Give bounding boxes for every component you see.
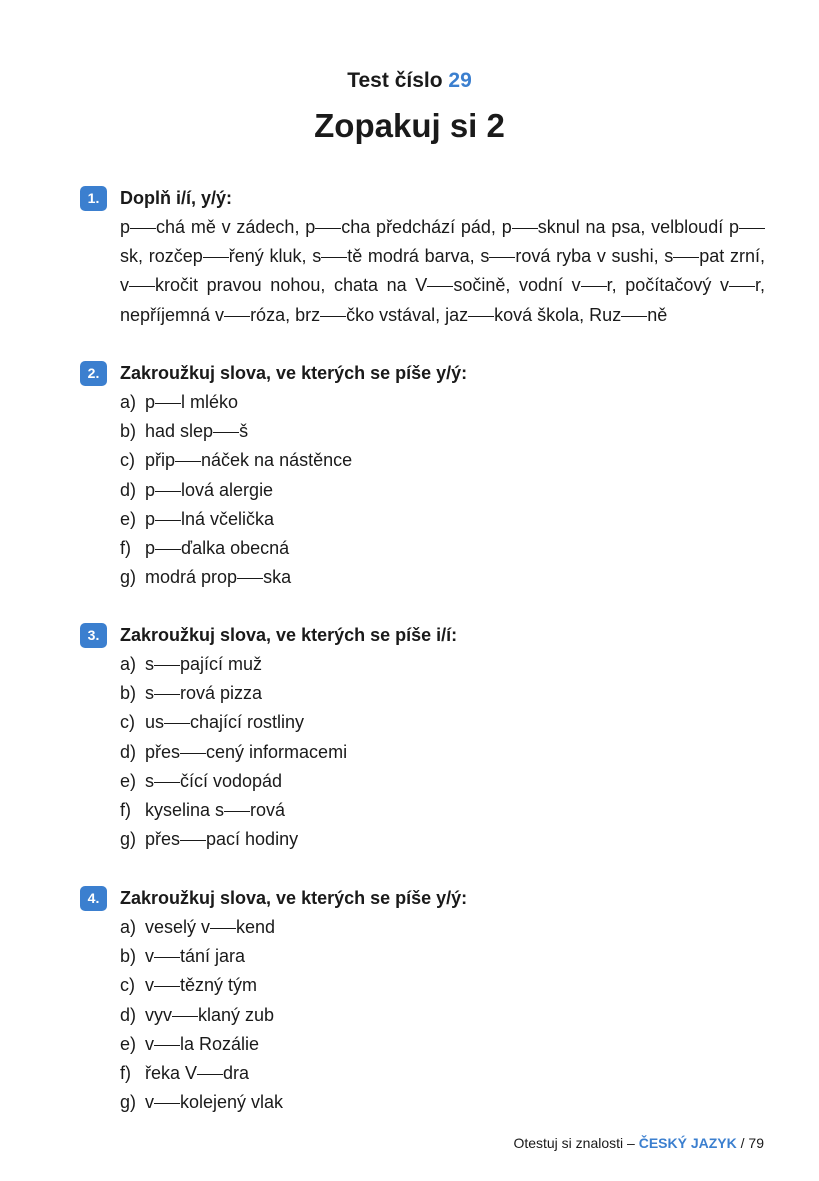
- text-fragment: řený kluk, s: [228, 246, 322, 267]
- list-item[interactable]: [120, 650, 765, 679]
- item-letter: g): [120, 1092, 137, 1113]
- list-item[interactable]: [120, 1001, 765, 1030]
- option-list: [120, 388, 765, 592]
- text-fragment: náček na nástěnce: [201, 450, 353, 471]
- list-item[interactable]: [120, 708, 765, 737]
- list-item[interactable]: [120, 738, 765, 767]
- text-fragment: rová: [250, 799, 286, 820]
- answer-blank[interactable]: [175, 460, 201, 462]
- item-letter: g): [120, 829, 137, 850]
- task-1: [80, 184, 765, 330]
- list-item[interactable]: [120, 825, 765, 854]
- item-letter: e): [120, 770, 137, 791]
- text-fragment: ska: [263, 567, 292, 588]
- answer-blank[interactable]: [512, 227, 538, 229]
- task-header: [80, 884, 765, 913]
- item-letter: b): [120, 683, 137, 704]
- item-letter: b): [120, 946, 137, 967]
- text-fragment: v: [145, 1033, 154, 1054]
- answer-blank[interactable]: [180, 752, 206, 754]
- fill-in-paragraph: [120, 213, 765, 330]
- text-fragment: tě modrá barva, s: [347, 246, 490, 267]
- footer-subject: ČESKÝ JAZYK: [638, 1135, 737, 1151]
- text-fragment: klaný zub: [198, 1004, 275, 1025]
- item-letter: c): [120, 450, 135, 471]
- task-3: [80, 621, 765, 854]
- task-title: Zakroužkuj slova, ve kterých se píše i/í:: [120, 625, 458, 645]
- text-fragment: ďalka obecná: [181, 537, 290, 558]
- answer-blank[interactable]: [154, 693, 180, 695]
- list-item[interactable]: [120, 679, 765, 708]
- text-fragment: kolejený vlak: [180, 1092, 284, 1113]
- list-item[interactable]: [120, 505, 765, 534]
- item-letter: b): [120, 421, 137, 442]
- text-fragment: cha předchází pád, p: [341, 217, 512, 237]
- text-fragment: přip: [145, 450, 176, 471]
- text-fragment: sk, rozčep: [120, 246, 203, 267]
- text-fragment: r, počítačový v: [606, 275, 729, 296]
- page-header: [0, 66, 819, 148]
- answer-blank[interactable]: [321, 256, 347, 258]
- answer-blank[interactable]: [673, 256, 699, 258]
- text-fragment: modrá prop: [145, 567, 238, 588]
- answer-blank[interactable]: [224, 810, 250, 812]
- text-fragment: pající muž: [180, 654, 263, 674]
- option-list: [120, 650, 765, 854]
- text-fragment: p: [145, 392, 156, 412]
- task-title: Zakroužkuj slova, ve kterých se píše y/ý:: [120, 363, 468, 383]
- item-letter: a): [120, 917, 137, 937]
- test-heading: [0, 66, 819, 96]
- task-2: [80, 359, 765, 592]
- text-fragment: čko vstával, jaz: [346, 304, 469, 325]
- list-item[interactable]: [120, 971, 765, 1000]
- list-item[interactable]: [120, 1059, 765, 1088]
- answer-blank[interactable]: [172, 1015, 198, 1017]
- text-fragment: dra: [223, 1062, 250, 1083]
- item-letter: c): [120, 712, 135, 733]
- text-fragment: v: [145, 975, 154, 996]
- text-fragment: ková škola, Ruz: [494, 304, 622, 325]
- text-fragment: přes: [145, 741, 181, 762]
- answer-blank[interactable]: [320, 315, 346, 317]
- answer-blank[interactable]: [129, 285, 155, 287]
- text-fragment: chající rostliny: [190, 712, 305, 733]
- answer-blank[interactable]: [468, 315, 494, 317]
- answer-blank[interactable]: [154, 1044, 180, 1046]
- page-title: Zopakuj si 2: [314, 107, 505, 144]
- answer-blank[interactable]: [210, 927, 236, 929]
- text-fragment: v: [145, 946, 154, 967]
- test-number: 29: [448, 69, 472, 92]
- answer-blank[interactable]: [154, 956, 180, 958]
- answer-blank[interactable]: [155, 548, 181, 550]
- list-item[interactable]: [120, 796, 765, 825]
- list-item[interactable]: [120, 767, 765, 796]
- answer-blank[interactable]: [154, 781, 180, 783]
- text-fragment: sočině, vodní v: [453, 275, 581, 296]
- page-footer: [513, 1133, 764, 1153]
- item-letter: f): [120, 537, 131, 558]
- text-fragment: přes: [145, 829, 181, 850]
- item-letter: a): [120, 654, 137, 674]
- text-fragment: p: [120, 217, 131, 237]
- answer-blank[interactable]: [154, 985, 180, 987]
- text-fragment: p: [145, 537, 156, 558]
- answer-blank[interactable]: [155, 490, 181, 492]
- list-item[interactable]: [120, 388, 765, 417]
- text-fragment: s: [145, 683, 154, 704]
- task-number-badge: 3.: [80, 623, 107, 648]
- text-fragment: v: [145, 1092, 154, 1113]
- text-fragment: s: [145, 654, 154, 674]
- answer-blank[interactable]: [729, 285, 755, 287]
- list-item[interactable]: [120, 476, 765, 505]
- option-list: [120, 913, 765, 1117]
- task-number-badge: 1.: [80, 186, 107, 211]
- task-number-badge: 4.: [80, 886, 107, 911]
- footer-prefix: Otestuj si znalosti –: [513, 1135, 635, 1151]
- text-fragment: ně: [647, 304, 668, 325]
- text-fragment: veselý v: [145, 917, 211, 937]
- text-fragment: tání jara: [180, 946, 246, 967]
- task-header: [80, 621, 765, 650]
- text-fragment: cený informacemi: [206, 741, 348, 762]
- list-item[interactable]: [120, 534, 765, 563]
- list-item[interactable]: [120, 563, 765, 592]
- text-fragment: řeka V: [145, 1062, 198, 1083]
- answer-blank[interactable]: [213, 431, 239, 433]
- task-4: [80, 884, 765, 1117]
- item-letter: a): [120, 392, 137, 412]
- test-label: Test číslo: [347, 69, 443, 92]
- text-fragment: čící vodopád: [180, 770, 283, 791]
- answer-blank[interactable]: [155, 402, 181, 404]
- answer-blank[interactable]: [237, 577, 263, 579]
- task-header: [80, 359, 765, 388]
- page-number: / 79: [740, 1135, 764, 1151]
- text-fragment: l mléko: [181, 392, 239, 412]
- text-fragment: had slep: [145, 421, 214, 442]
- task-title: Doplň i/í, y/ý:: [120, 188, 233, 208]
- answer-blank[interactable]: [427, 285, 453, 287]
- item-letter: d): [120, 1004, 137, 1025]
- text-fragment: p: [145, 479, 156, 500]
- item-letter: e): [120, 508, 137, 529]
- answer-blank[interactable]: [155, 519, 181, 521]
- text-fragment: lová alergie: [181, 479, 274, 500]
- item-letter: g): [120, 567, 137, 588]
- task-title: Zakroužkuj slova, ve kterých se píše y/ý:: [120, 888, 468, 908]
- item-letter: d): [120, 741, 137, 762]
- text-fragment: chá mě v zádech, p: [156, 217, 316, 237]
- answer-blank[interactable]: [164, 722, 190, 724]
- item-letter: f): [120, 1062, 131, 1083]
- answer-blank[interactable]: [154, 1102, 180, 1104]
- text-fragment: vyv: [145, 1004, 172, 1025]
- text-fragment: sknul na psa, velbloudí p: [537, 217, 740, 237]
- item-letter: d): [120, 479, 137, 500]
- text-fragment: la Rozálie: [180, 1033, 260, 1054]
- item-letter: f): [120, 799, 131, 820]
- text-fragment: lná včelička: [181, 508, 275, 529]
- task-header: [80, 184, 765, 213]
- text-fragment: r, nepříjemná v: [120, 275, 765, 325]
- text-fragment: tězný tým: [180, 975, 258, 996]
- answer-blank[interactable]: [621, 315, 647, 317]
- answer-blank[interactable]: [180, 839, 206, 841]
- answer-blank[interactable]: [581, 285, 607, 287]
- text-fragment: pat zrní, v: [120, 246, 766, 296]
- item-letter: e): [120, 1033, 137, 1054]
- text-fragment: us: [145, 712, 165, 733]
- text-fragment: róza, brz: [250, 304, 321, 325]
- text-fragment: kend: [236, 917, 276, 937]
- list-item[interactable]: [120, 446, 765, 475]
- text-fragment: kyselina s: [145, 799, 225, 820]
- answer-blank[interactable]: [739, 227, 765, 229]
- item-letter: c): [120, 975, 135, 996]
- answer-blank[interactable]: [489, 256, 515, 258]
- text-fragment: š: [239, 421, 249, 442]
- answer-blank[interactable]: [130, 227, 156, 229]
- text-fragment: rová pizza: [180, 683, 263, 704]
- text-fragment: rová ryba v sushi, s: [515, 246, 674, 267]
- task-number-badge: 2.: [80, 361, 107, 386]
- list-item[interactable]: [120, 417, 765, 446]
- answer-blank[interactable]: [315, 227, 341, 229]
- list-item[interactable]: [120, 913, 765, 942]
- text-fragment: pací hodiny: [206, 829, 299, 850]
- answer-blank[interactable]: [197, 1073, 223, 1075]
- list-item[interactable]: [120, 1088, 765, 1117]
- answer-blank[interactable]: [224, 315, 250, 317]
- text-fragment: kročit pravou nohou, chata na V: [155, 275, 428, 296]
- text-fragment: p: [145, 508, 156, 529]
- answer-blank[interactable]: [154, 664, 180, 666]
- text-fragment: s: [145, 770, 154, 791]
- answer-blank[interactable]: [203, 256, 229, 258]
- list-item[interactable]: [120, 1030, 765, 1059]
- list-item[interactable]: [120, 942, 765, 971]
